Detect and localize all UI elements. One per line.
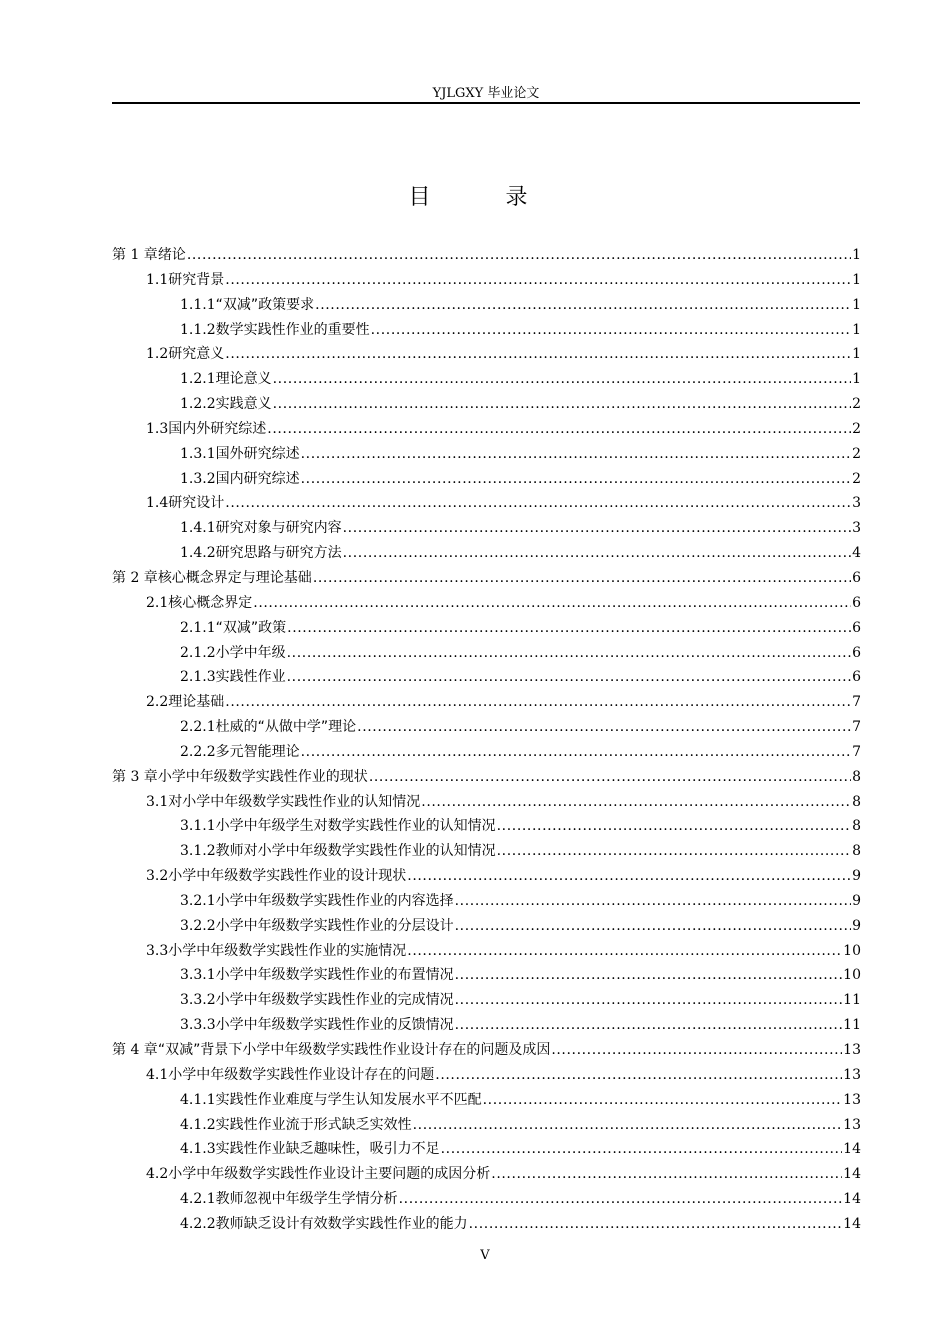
toc-entry[interactable] (112, 1088, 861, 1113)
toc-dot-leader (407, 864, 851, 889)
table-of-contents (112, 243, 861, 1237)
toc-entry-title: 核心概念界定 (168, 594, 253, 611)
toc-entry-title: 国外研究综述 (215, 445, 300, 462)
toc-entry-page: 8 (852, 818, 861, 835)
toc-entry-page: 3 (852, 520, 861, 537)
toc-entry[interactable] (112, 1187, 861, 1212)
toc-entry-page: 6 (852, 594, 861, 611)
toc-entry-page: 1 (852, 346, 861, 363)
toc-entry-title: 理论基础 (168, 694, 225, 711)
toc-entry[interactable] (112, 988, 861, 1013)
toc-entry-page: 1 (852, 371, 861, 388)
toc-entry-page: 14 (843, 1166, 861, 1183)
toc-entry[interactable] (112, 243, 861, 268)
toc-entry-number: 2.1.3 (180, 669, 216, 686)
toc-dot-leader (469, 1212, 843, 1237)
toc-dot-leader (287, 641, 851, 666)
toc-entry[interactable] (112, 641, 861, 666)
toc-entry-title: 小学中年级数学实践性作业的现状 (157, 768, 368, 785)
toc-entry-page: 9 (852, 868, 861, 885)
toc-entry-title: 小学中年级数学实践性作业的布置情况 (215, 967, 454, 984)
toc-entry[interactable] (112, 367, 861, 392)
toc-dot-leader (413, 1113, 843, 1138)
toc-entry-page: 10 (843, 967, 861, 984)
toc-entry-number: 4.2.1 (180, 1191, 216, 1208)
toc-dot-leader (369, 765, 851, 790)
header-rule (112, 102, 860, 104)
toc-entry-number: 1.3.2 (180, 470, 216, 487)
toc-entry-page: 14 (843, 1215, 861, 1232)
toc-dot-leader (357, 715, 851, 740)
toc-entry-number: 3.2 (146, 868, 169, 885)
toc-entry[interactable] (112, 864, 861, 889)
toc-entry-title: 小学中年级数学实践性作业的完成情况 (215, 992, 454, 1009)
toc-entry[interactable] (112, 665, 861, 690)
toc-entry-page: 7 (852, 743, 861, 760)
toc-entry-title: 小学中年级数学实践性作业的内容选择 (215, 892, 454, 909)
toc-dot-leader (407, 939, 842, 964)
toc-entry[interactable] (112, 1137, 861, 1162)
toc-entry-number: 第 3 章 (112, 768, 158, 785)
toc-entry[interactable] (112, 839, 861, 864)
toc-dot-leader (455, 889, 851, 914)
toc-dot-leader (497, 814, 851, 839)
toc-dot-leader (253, 591, 851, 616)
toc-entry-number: 1.4.1 (180, 520, 216, 537)
toc-entry-title: 实践性作业流于形式缺乏实效性 (215, 1116, 412, 1133)
toc-entry-page: 6 (852, 569, 861, 586)
toc-entry-title: 小学中年级数学实践性作业的实施情况 (168, 942, 407, 959)
toc-entry-number: 1.4.2 (180, 545, 216, 562)
toc-entry-page: 4 (852, 545, 861, 562)
toc-dot-leader (225, 342, 851, 367)
toc-dot-leader (301, 467, 851, 492)
toc-entry-page: 6 (852, 619, 861, 636)
page-number: V (480, 1248, 490, 1263)
toc-entry-title: 小学中年级数学实践性作业的反馈情况 (215, 1017, 454, 1034)
toc-entry-page: 1 (852, 247, 861, 263)
toc-entry-page: 3 (852, 495, 861, 512)
toc-entry-page: 1 (852, 271, 861, 288)
toc-entry-page: 6 (852, 669, 861, 686)
toc-entry-number: 3.1 (146, 793, 169, 810)
toc-entry-number: 4.2 (146, 1166, 169, 1183)
toc-entry-number: 4.1.2 (180, 1116, 216, 1133)
toc-entry[interactable] (112, 541, 861, 566)
toc-dot-leader (287, 616, 851, 641)
toc-entry-title: “双减”背景下小学中年级数学实践性作业设计存在的问题及成因 (157, 1042, 551, 1058)
toc-entry-number: 1.3 (146, 420, 169, 437)
toc-entry-title: 实践性作业 (215, 669, 286, 686)
toc-entry-page: 8 (852, 768, 861, 785)
toc-entry-number: 2.2.1 (180, 719, 216, 736)
toc-entry-page: 13 (843, 1066, 861, 1083)
toc-entry-number: 3.2.2 (180, 917, 216, 934)
toc-entry-page: 13 (843, 1116, 861, 1133)
toc-entry-number: 1.2.1 (180, 371, 216, 388)
toc-entry-page: 7 (852, 719, 861, 736)
toc-entry[interactable] (112, 715, 861, 740)
toc-entry-page: 7 (852, 694, 861, 711)
toc-entry-title: 实践意义 (215, 396, 272, 413)
toc-entry-number: 3.2.1 (180, 892, 216, 909)
toc-entry-title: 对小学中年级数学实践性作业的认知情况 (168, 793, 421, 810)
toc-entry-title: 实践性作业缺乏趣味性，吸引力不足 (215, 1141, 440, 1158)
toc-dot-leader (225, 491, 851, 516)
toc-entry-title: 国内研究综述 (215, 470, 300, 487)
toc-entry[interactable] (112, 814, 861, 839)
toc-entry-title: 国内外研究综述 (168, 420, 267, 437)
toc-dot-leader (455, 914, 851, 939)
toc-entry[interactable] (112, 417, 861, 442)
toc-entry-title: “双减”政策要求 (215, 296, 315, 313)
toc-dot-leader (455, 988, 843, 1013)
toc-entry-title: 数学实践性作业的重要性 (215, 321, 370, 338)
toc-entry-number: 1.2 (146, 346, 169, 363)
toc-entry[interactable] (112, 1212, 861, 1237)
toc-entry[interactable] (112, 765, 861, 790)
toc-entry-title: “双减”政策 (215, 619, 287, 636)
toc-dot-leader (421, 790, 851, 815)
toc-entry-page: 11 (843, 1017, 861, 1034)
toc-entry[interactable] (112, 516, 861, 541)
toc-dot-leader (455, 1013, 843, 1038)
toc-entry[interactable] (112, 467, 861, 492)
toc-entry-title: 小学中年级数学实践性作业设计主要问题的成因分析 (168, 1166, 491, 1183)
toc-entry[interactable] (112, 591, 861, 616)
toc-entry-number: 4.1.3 (180, 1141, 216, 1158)
toc-entry-page: 8 (852, 793, 861, 810)
toc-entry-page: 1 (852, 321, 861, 338)
toc-dot-leader (497, 839, 851, 864)
toc-entry-title: 研究背景 (168, 271, 225, 288)
toc-entry-number: 3.3 (146, 942, 169, 959)
toc-entry[interactable] (112, 939, 861, 964)
toc-dot-leader (343, 516, 851, 541)
toc-entry-title: 教师缺乏设计有效数学实践性作业的能力 (215, 1215, 468, 1232)
toc-entry[interactable] (112, 1063, 861, 1088)
toc-entry-page: 10 (843, 942, 861, 959)
toc-dot-leader (273, 367, 851, 392)
toc-dot-leader (551, 1038, 842, 1063)
toc-entry-number: 1.1.1 (180, 296, 216, 313)
toc-entry-page: 1 (852, 296, 861, 313)
toc-entry-page: 14 (843, 1191, 861, 1208)
toc-dot-leader (287, 665, 851, 690)
toc-dot-leader (371, 318, 851, 343)
toc-dot-leader (399, 1187, 843, 1212)
toc-entry[interactable] (112, 889, 861, 914)
toc-entry-number: 2.2.2 (180, 743, 216, 760)
toc-dot-leader (441, 1137, 843, 1162)
toc-entry-title: 教师忽视中年级学生学情分析 (215, 1191, 398, 1208)
toc-entry-title: 研究对象与研究内容 (215, 520, 342, 537)
toc-entry-page: 2 (852, 445, 861, 462)
toc-dot-leader (483, 1088, 843, 1113)
toc-entry[interactable] (112, 914, 861, 939)
toc-entry-title: 小学中年级数学实践性作业的分层设计 (215, 917, 454, 934)
toc-entry-number: 3.1.2 (180, 843, 216, 860)
toc-entry-title: 研究思路与研究方法 (215, 545, 342, 562)
toc-entry-page: 2 (852, 396, 861, 413)
toc-entry-number: 2.1.2 (180, 644, 216, 661)
toc-entry[interactable] (112, 392, 861, 417)
toc-entry-number: 1.1.2 (180, 321, 216, 338)
toc-entry[interactable] (112, 442, 861, 467)
toc-entry-number: 4.1 (146, 1066, 169, 1083)
toc-entry[interactable] (112, 268, 861, 293)
toc-entry-number: 3.3.3 (180, 1017, 216, 1034)
toc-entry-number: 3.3.2 (180, 992, 216, 1009)
toc-entry[interactable] (112, 342, 861, 367)
toc-entry-page: 9 (852, 917, 861, 934)
toc-entry-number: 1.1 (146, 271, 169, 288)
toc-entry-title: 小学中年级学生对数学实践性作业的认知情况 (215, 818, 496, 835)
toc-entry-title: 多元智能理论 (215, 743, 300, 760)
toc-entry-page: 13 (843, 1091, 861, 1108)
toc-title: 目 录 (408, 185, 562, 210)
toc-entry-number: 1.4 (146, 495, 169, 512)
toc-entry-number: 第 2 章 (112, 569, 158, 586)
toc-entry[interactable] (112, 1162, 861, 1187)
toc-dot-leader (315, 293, 851, 318)
toc-entry-page: 2 (852, 470, 861, 487)
toc-entry-number: 第 4 章 (112, 1042, 158, 1058)
toc-entry-number: 2.2 (146, 694, 169, 711)
toc-entry-page: 9 (852, 892, 861, 909)
toc-dot-leader (273, 392, 851, 417)
toc-dot-leader (225, 268, 851, 293)
toc-entry[interactable] (112, 1113, 861, 1138)
toc-dot-leader (313, 566, 851, 591)
toc-entry-number: 4.2.2 (180, 1215, 216, 1232)
toc-entry-title: 理论意义 (215, 371, 272, 388)
toc-entry[interactable] (112, 1038, 861, 1063)
toc-entry[interactable] (112, 491, 861, 516)
toc-entry-page: 11 (843, 992, 861, 1009)
toc-entry-title: 研究设计 (168, 495, 225, 512)
toc-entry[interactable] (112, 790, 861, 815)
toc-entry-page: 2 (852, 420, 861, 437)
toc-entry-page: 14 (843, 1141, 861, 1158)
toc-dot-leader (435, 1063, 842, 1088)
toc-dot-leader (301, 740, 851, 765)
toc-entry-number: 1.2.2 (180, 396, 216, 413)
toc-dot-leader (491, 1162, 842, 1187)
toc-dot-leader (187, 243, 851, 268)
toc-entry-page: 13 (843, 1042, 861, 1058)
toc-dot-leader (343, 541, 851, 566)
toc-entry-number: 4.1.1 (180, 1091, 216, 1108)
toc-dot-leader (225, 690, 851, 715)
toc-entry-title: 小学中年级 (215, 644, 286, 661)
toc-entry-title: 研究意义 (168, 346, 225, 363)
toc-entry-number: 2.1.1 (180, 619, 216, 636)
toc-entry-title: 小学中年级数学实践性作业设计存在的问题 (168, 1066, 435, 1083)
toc-entry[interactable] (112, 690, 861, 715)
toc-entry-title: 小学中年级数学实践性作业的设计现状 (168, 868, 407, 885)
toc-entry-number: 2.1 (146, 594, 169, 611)
toc-dot-leader (455, 963, 843, 988)
toc-entry[interactable] (112, 318, 861, 343)
toc-entry[interactable] (112, 566, 861, 591)
toc-entry-title: 杜威的“从做中学”理论 (215, 719, 357, 736)
toc-entry[interactable] (112, 963, 861, 988)
toc-entry-page: 6 (852, 644, 861, 661)
toc-entry[interactable] (112, 293, 861, 318)
toc-entry-page: 8 (852, 843, 861, 860)
toc-entry[interactable] (112, 616, 861, 641)
toc-entry-title: 实践性作业难度与学生认知发展水平不匹配 (215, 1091, 482, 1108)
toc-entry[interactable] (112, 740, 861, 765)
toc-entry-number: 第 1 章 (112, 247, 158, 263)
toc-entry-title: 绪论 (157, 247, 186, 263)
toc-entry-title: 教师对小学中年级数学实践性作业的认知情况 (215, 843, 496, 860)
running-header: YJLGXY 毕业论文 (432, 86, 540, 101)
toc-dot-leader (267, 417, 851, 442)
toc-entry-title: 核心概念界定与理论基础 (157, 569, 312, 586)
toc-entry[interactable] (112, 1013, 861, 1038)
toc-entry-number: 1.3.1 (180, 445, 216, 462)
toc-entry-number: 3.1.1 (180, 818, 216, 835)
toc-dot-leader (301, 442, 851, 467)
toc-entry-number: 3.3.1 (180, 967, 216, 984)
